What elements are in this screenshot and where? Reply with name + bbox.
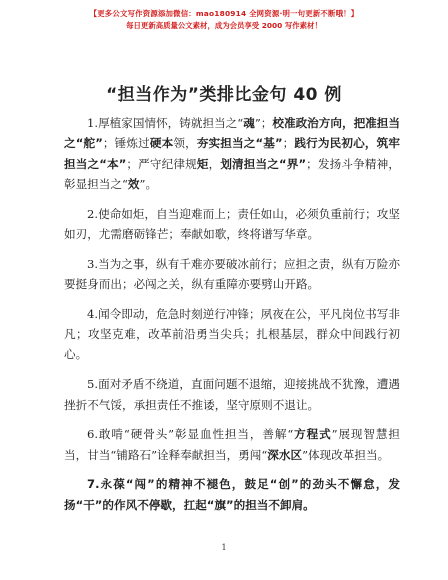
text-run: ；: [282, 136, 295, 151]
text-run: ；严守纪律规: [126, 156, 197, 171]
text-run: ，: [208, 156, 221, 171]
text-run: ”展现智慧担当，甘当“铺路石”诠释奉献担当，勇闯“: [64, 427, 400, 462]
paragraph-5: [64, 374, 400, 415]
bold-text-run: 方程式: [293, 427, 332, 442]
text-run: 1.厚植家国情怀，铸就担当之“: [87, 116, 244, 130]
bold-text-run: 矩: [196, 156, 209, 171]
bold-text-run: 发扬“干”的作风不停歇，扛起“旗”的担当不卸肩。: [64, 477, 400, 512]
text-run: ；发扬斗争精神，彰显担当之“: [64, 156, 400, 191]
bold-text-run: 7.永葆“闯”的精神不褪色，鼓足“创”的劲头不懈怠，: [87, 477, 389, 492]
bold-text-run: 硬本: [149, 136, 174, 151]
paragraph-4: [64, 304, 400, 365]
text-run: ；锤炼过: [102, 136, 150, 151]
bold-text-run: 魂: [243, 116, 255, 130]
promo-banner: [0, 8, 448, 32]
document-title: “担当作为”类排比金句 40 例: [106, 85, 342, 105]
text-run: ”；: [254, 116, 273, 130]
document-body: [64, 113, 400, 525]
bold-text-run: 夯实担当之“基”: [196, 136, 283, 151]
promo-banner-line-1: 【更多公文写作资源添加微信：mao180914 全网资源·明一句更新不断哦！】: [89, 9, 359, 18]
text-run: 3.当为之事，纵有千难亦要破冰前行；应担之责，纵有万险亦要挺身而出；必闯之关，纵有重障亦要劈山开路。: [64, 256, 400, 292]
text-run: 领，: [173, 136, 197, 151]
bold-text-run: 深水区: [267, 447, 303, 462]
text-run: 4.闻令即动，危急时刻逆行冲锋；夙夜在公，平凡岗位书写非凡；攻坚克难，改革前沿勇当尖兵；扎根基层，群众中间践行初心。: [64, 306, 400, 362]
paragraph-6: [64, 424, 400, 465]
bold-text-run: 校准政治方向，把准担当之“舵”: [64, 116, 400, 151]
text-run: 2.使命如炬，自当迎难而上；责任如山，必须负重前行；攻坚如刃，尤需磨砺锋芒；奉献如歌，终将谱写华章。: [64, 206, 400, 241]
paragraph-1: [64, 113, 400, 194]
text-run: ”。: [139, 176, 158, 191]
paragraph-7: [64, 474, 400, 515]
text-run: 6.敢啃“硬骨头”彰显血性担当，善解“: [87, 427, 294, 442]
text-run: ”体现改革担当。: [302, 447, 390, 462]
paragraph-2: [64, 204, 400, 245]
page-number: 1: [221, 543, 227, 552]
bold-text-run: 划清担当之“界”: [220, 156, 307, 171]
promo-banner-line-2: 每日更新高质量公文素材，成为会员享受 2000 写作素材！: [126, 21, 322, 30]
bold-text-run: 践行为民初心，筑牢担当之“本”: [64, 136, 400, 171]
paragraph-3: [64, 254, 400, 295]
text-run: 5.面对矛盾不绕道，直面问题不退缩，迎接挑战不犹豫，遭遇挫折不气馁，承担责任不推诿，坚守原则不退让。: [64, 377, 400, 412]
bold-text-run: 效: [127, 176, 140, 191]
